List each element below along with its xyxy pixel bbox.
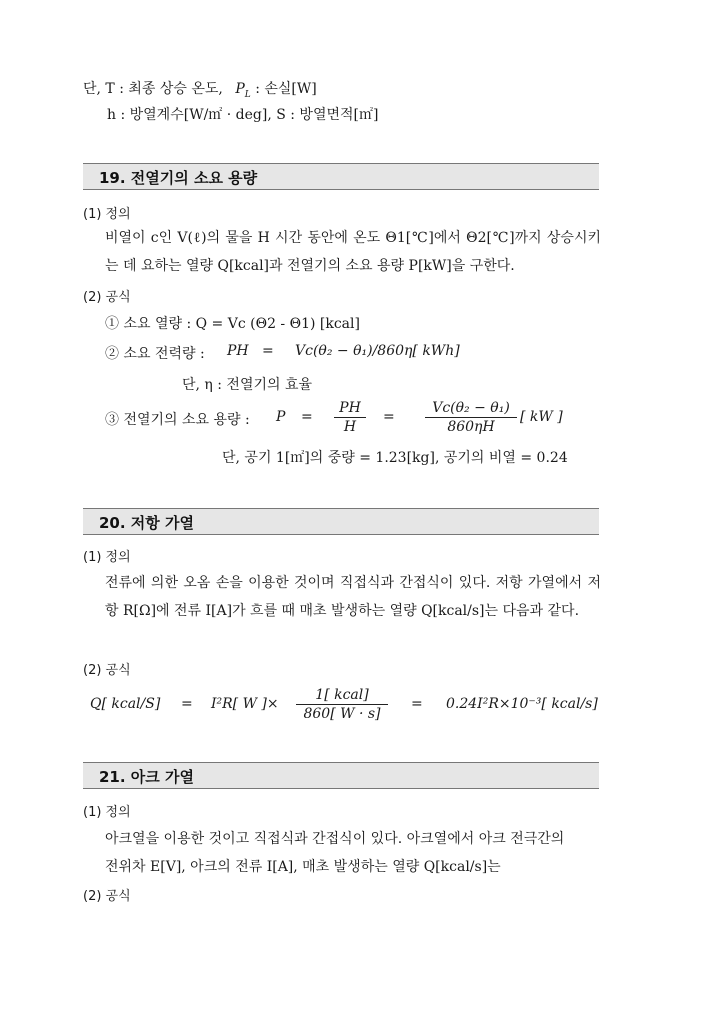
s19-formula-3-note: 단, 공기 1[㎡]의 중량 = 1.23[kg], 공기의 비열 = 0.24	[222, 450, 568, 466]
fraction-denominator: 860[ W · s]	[303, 706, 381, 722]
s19-formula-3-p: P	[276, 409, 286, 425]
section-21-title: 21. 아크 가열	[99, 768, 194, 786]
fraction-bar	[425, 417, 517, 418]
s20-formula-equals-1: =	[181, 696, 193, 712]
where-line-1-prefix: 단, T : 최종 상승 온도,	[83, 81, 223, 97]
s19-formula-3-label: ③ 전열기의 소요 용량 :	[105, 412, 250, 428]
s20-formula-equals-2: =	[411, 696, 423, 712]
s20-definition-label: (1) 정의	[83, 550, 131, 565]
fraction-denominator: 860ηH	[447, 419, 495, 435]
fraction-bar	[296, 704, 388, 705]
pl-subscript: L	[244, 89, 251, 100]
s19-definition-label: (1) 정의	[83, 207, 131, 222]
pl-symbol	[235, 81, 251, 100]
s20-formula-label: (2) 공식	[83, 663, 131, 678]
s19-formula-1: ① 소요 열량 : Q = Vc (Θ2 - Θ1) [kcal]	[105, 316, 360, 332]
where-line-1-suffix: : 손실[W]	[255, 81, 317, 97]
s21-definition-label: (1) 정의	[83, 805, 131, 820]
s19-formula-3-unit: [ kW ]	[520, 409, 563, 425]
s19-formula-2-note: 단, η : 전열기의 효율	[182, 377, 313, 393]
s19-fraction-energy-over-time	[425, 400, 517, 435]
pl-letter: P	[235, 81, 245, 97]
section-19-title: 19. 전열기의 소요 용량	[99, 169, 258, 187]
s19-formula-3-equals-1: =	[301, 409, 313, 425]
fraction-numerator: PH	[339, 400, 361, 416]
s20-formula-lhs: Q[ kcal/S]	[90, 696, 161, 712]
s20-definition-text: 전류에 의한 오옴 손을 이용한 것이며 직접식과 간접식이 있다. 저항 가열에서 저항 R[Ω]에 전류 I[A]가 흐를 때 매초 발생하는 열량 Q[kcal/s]는 다음과 같다.	[105, 575, 601, 619]
where-line-1	[83, 78, 317, 100]
where-line-2: h : 방열계수[W/㎡ · deg], S : 방열면적[㎡]	[107, 107, 379, 123]
s20-fraction-kcal-per-ws	[296, 687, 388, 722]
fraction-bar	[334, 417, 366, 418]
s21-definition-line-1: 아크열을 이용한 것이고 직접식과 간접식이 있다. 아크열에서 아크 전극간의	[105, 831, 565, 847]
s20-formula-mid: I²R[ W ]×	[211, 696, 279, 712]
s19-formula-2-label: ② 소요 전력량 :	[105, 346, 205, 362]
fraction-numerator: Vc(θ₂ − θ₁)	[432, 400, 510, 416]
fraction-denominator: H	[343, 419, 357, 435]
section-20-header	[83, 508, 599, 535]
fraction-numerator: 1[ kcal]	[315, 687, 369, 703]
s19-formula-2-rhs: Vc(θ₂ − θ₁)/860η[ kWh]	[295, 343, 460, 359]
s19-fraction-ph-over-h	[334, 400, 366, 435]
section-19-header	[83, 163, 599, 190]
s21-definition-line-2: 전위차 E[V], 아크의 전류 I[A], 매초 발생하는 열량 Q[kcal/s]는	[105, 859, 501, 875]
s19-formula-label: (2) 공식	[83, 290, 131, 305]
section-20-title: 20. 저항 가열	[99, 514, 194, 532]
s19-formula-3-equals-2: =	[383, 409, 395, 425]
s21-formula-label: (2) 공식	[83, 889, 131, 904]
s19-formula-2-lhs: PH	[227, 343, 249, 359]
section-21-header	[83, 762, 599, 789]
s19-definition-text: 비열이 c인 V(ℓ)의 물을 H 시간 동안에 온도 Θ1[℃]에서 Θ2[℃]까지 상승시키는 데 요하는 열량 Q[kcal]과 전열기의 소요 용량 P[kW]을 구한다.	[105, 230, 601, 274]
s20-formula-rhs: 0.24I²R×10⁻³[ kcal/s]	[446, 696, 598, 712]
s19-formula-2-equals: =	[262, 343, 274, 359]
